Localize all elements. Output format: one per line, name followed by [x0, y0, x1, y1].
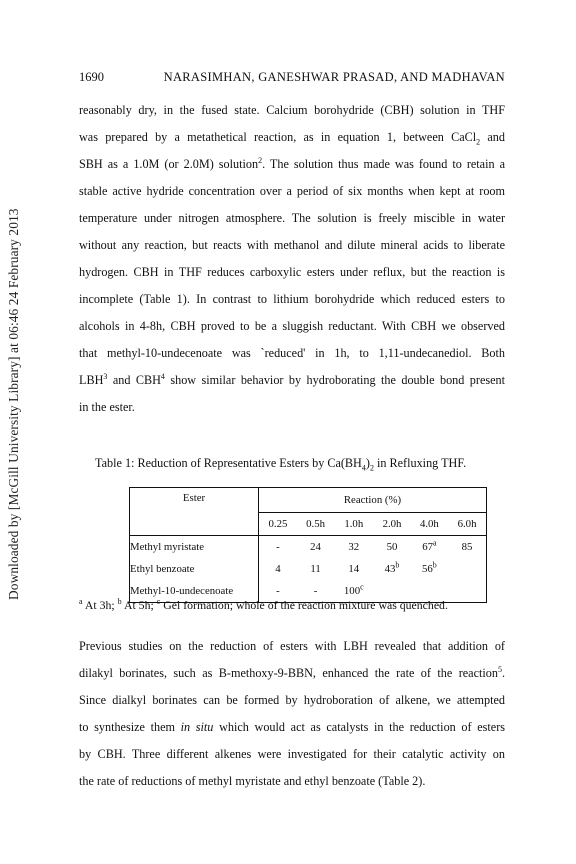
text-line: Previous studies on the reduction of esters with LBH revealed that addition of [79, 639, 505, 653]
subscript: 4 [361, 463, 366, 473]
table-cell [373, 558, 410, 580]
table-caption [95, 456, 466, 471]
time-header: 2.0h [373, 513, 410, 536]
footnote-mark: a [433, 538, 437, 548]
table-cell [448, 558, 486, 580]
reaction-column-header: Reaction (%) [259, 488, 487, 513]
time-header: 1.0h [334, 513, 373, 536]
table-cell: 32 [348, 541, 360, 553]
text-span: to synthesize them [79, 720, 181, 734]
page-header [79, 70, 505, 88]
text-span: . [501, 666, 505, 680]
text-line: stable active hydride concentration over a period of six months when kept at room [79, 184, 505, 198]
text-span: and [480, 130, 505, 144]
table-cell: - [276, 541, 280, 553]
time-header: 0.5h [297, 513, 334, 536]
italic-text: in situ [180, 720, 214, 734]
table-cell: 85 [448, 536, 486, 559]
ester-name: Ethyl benzoate [130, 558, 259, 580]
download-watermark [6, 208, 26, 620]
text-line: that methyl-10-undecenoate was `reduced' in 1h, to 1,11-undecanediol. Both [79, 346, 505, 360]
text-line: incomplete (Table 1). In contrast to lithium borohydride which reduced esters to [79, 292, 505, 306]
cell-value: 67 [422, 541, 433, 553]
paragraph-1 [79, 97, 505, 421]
text-line: hydrogen. CBH in THF reduces carboxylic esters under reflux, but the reaction is [79, 265, 505, 279]
footnote-mark: c [360, 582, 364, 592]
cell-value: 43 [384, 563, 396, 575]
text-span: . The solution thus made was found to retain a [262, 157, 505, 171]
caption-text: in Refluxing THF. [373, 456, 467, 470]
footnote-text: At 5h; [121, 598, 157, 612]
paragraph-2 [79, 633, 505, 795]
footnote-mark: b [395, 560, 400, 570]
table-header-row [130, 488, 487, 513]
subscript: 2 [476, 137, 481, 147]
text-line: without any reaction, but reacts with methanol and dilute mineral acids to liberate [79, 238, 505, 252]
cell-value: 100 [343, 585, 361, 597]
time-header: 4.0h [411, 513, 448, 536]
table-cell [411, 558, 448, 580]
cell-value: 56 [421, 563, 433, 575]
page-number: 1690 [79, 70, 104, 84]
text-line [79, 151, 505, 178]
subscript: 2 [369, 463, 374, 473]
table-row [130, 536, 487, 559]
footnote-mark: b [432, 560, 437, 570]
footnote-text: Gel formation; whole of the reaction mixture was quenched. [160, 598, 448, 612]
table-row [130, 558, 487, 580]
ester-column-header: Ester [130, 488, 259, 536]
table-cell: - [297, 580, 334, 603]
ester-name: Methyl-10-undecenoate [130, 580, 259, 603]
table-cell: 24 [310, 541, 321, 553]
text-line: the rate of reductions of methyl myristate and ethyl benzoate (Table 2). [79, 774, 426, 788]
footnote-mark: c [156, 597, 161, 607]
table-cell: 11 [310, 563, 321, 575]
table-cell: 14 [348, 563, 360, 575]
table-cell: - [259, 580, 297, 603]
table-cell: 4 [275, 563, 281, 575]
citation-superscript: 4 [160, 371, 165, 381]
running-title: NARASIMHAN, GANESHWAR PRASAD, AND MADHAVAN [163, 70, 505, 84]
caption-text: ) [365, 456, 370, 470]
text-span: LBH [79, 373, 104, 387]
text-line: reasonably dry, in the fused state. Calcium borohydride (CBH) solution in THF [79, 103, 505, 117]
time-header: 0.25 [259, 513, 297, 536]
text-line [79, 714, 505, 741]
text-span: was prepared by a metathetical reaction, as in equation 1, between CaCl [79, 130, 477, 144]
citation-superscript: 2 [258, 155, 263, 165]
footnote-text: At 3h; [82, 598, 118, 612]
caption-text: Table 1: Reduction of Representative Esters by Ca(BH [95, 456, 362, 470]
text-span: and CBH [107, 373, 161, 387]
text-line: by CBH. Three different alkenes were investigated for their catalytic activity on [79, 747, 505, 761]
footnote-mark: b [117, 597, 122, 607]
table-cell: 50 [386, 541, 398, 553]
text-line [79, 660, 505, 687]
text-line [79, 367, 505, 394]
footnote-mark: a [79, 597, 83, 607]
ester-name: Methyl myristate [130, 536, 259, 559]
results-table [129, 487, 487, 603]
citation-superscript: 5 [497, 664, 502, 674]
text-line: alcohols in 4-8h, CBH proved to be a sluggish reductant. With CBH we observed [79, 319, 505, 333]
text-span: which would act as catalysts in the reduction of esters [213, 720, 505, 734]
text-span: show similar behavior by hydroborating the double bond present [164, 373, 505, 387]
download-watermark-text: Downloaded by [McGill University Library] at 06:46 24 February 2013 [6, 208, 21, 600]
time-header: 6.0h [448, 513, 486, 536]
citation-superscript: 3 [103, 371, 108, 381]
text-line: temperature under nitrogen atmosphere. The solution is freely miscible in water [79, 211, 505, 225]
table-cell [448, 580, 486, 603]
text-line: in the ester. [79, 400, 135, 414]
text-span: SBH as a 1.0M (or 2.0M) solution [79, 157, 259, 171]
table-cell [411, 536, 448, 559]
text-line [79, 124, 505, 151]
text-line: Since dialkyl borinates can be formed by hydroboration of alkene, we attempted [79, 693, 505, 707]
table-footnote [79, 598, 448, 613]
text-span: dilakyl borinates, such as B-methoxy-9-BBN, enhanced the rate of the reaction [79, 666, 498, 680]
